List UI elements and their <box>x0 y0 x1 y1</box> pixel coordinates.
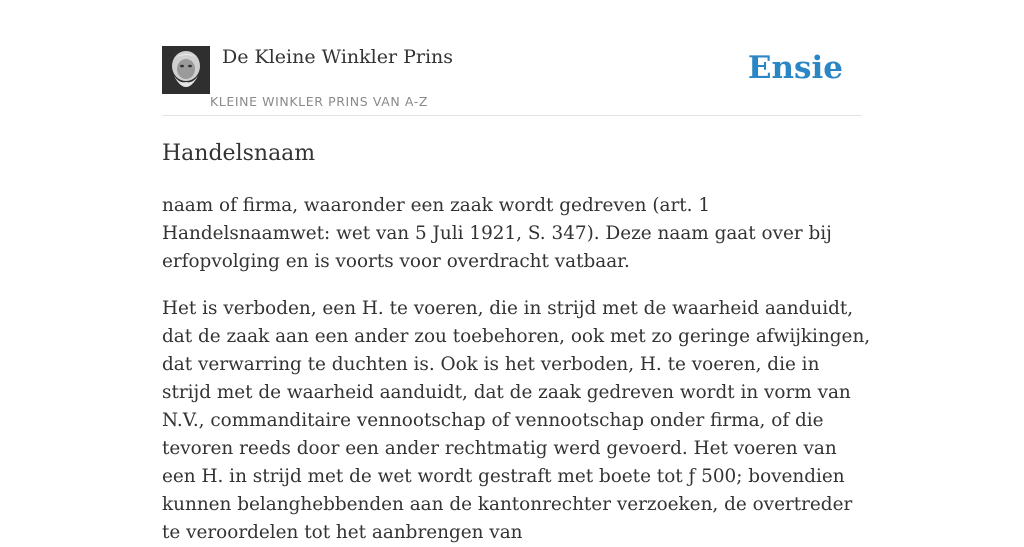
site-subtitle: KLEINE WINKLER PRINS VAN A-Z <box>210 94 429 109</box>
article-title: Handelsnaam <box>162 141 316 166</box>
article-paragraph: Het is verboden, een H. te voeren, die in strijd met de waarheid aanduidt, dat de zaak aan een ander zou toebehoren, ook met zo geringe afwijkingen, dat verwarring te duchten is. Ook is het verboden, H. te voeren, die in strijd met de waarheid aanduidt, dat de zaak gedreven wordt in vorm van N.V., commanditaire vennootschap of vennootschap onder firma, of die tevoren reeds door een ander rechtmatig werd gevoerd. Het voeren van een H. in strijd met de wet wordt gestraft met boete tot ƒ 500; bovendien kunnen belanghebbenden aan de kantonrechter verzoeken, de overtreder te veroordelen tot het aanbrengen van <box>162 298 871 543</box>
author-avatar[interactable] <box>162 46 210 94</box>
site-header <box>162 44 862 116</box>
ensie-logo-link[interactable]: Ensie <box>747 50 843 86</box>
article-paragraph: naam of firma, waaronder een zaak wordt gedreven (art. 1 Handelsnaamwet: wet van 5 Juli 1921, S. 347). Deze naam gaat over bij erfopvolging en is voorts voor overdracht vatbaar. <box>162 195 832 272</box>
article-body <box>162 138 872 547</box>
site-title-link[interactable]: De Kleine Winkler Prins <box>222 46 454 68</box>
portrait-image <box>162 46 210 94</box>
